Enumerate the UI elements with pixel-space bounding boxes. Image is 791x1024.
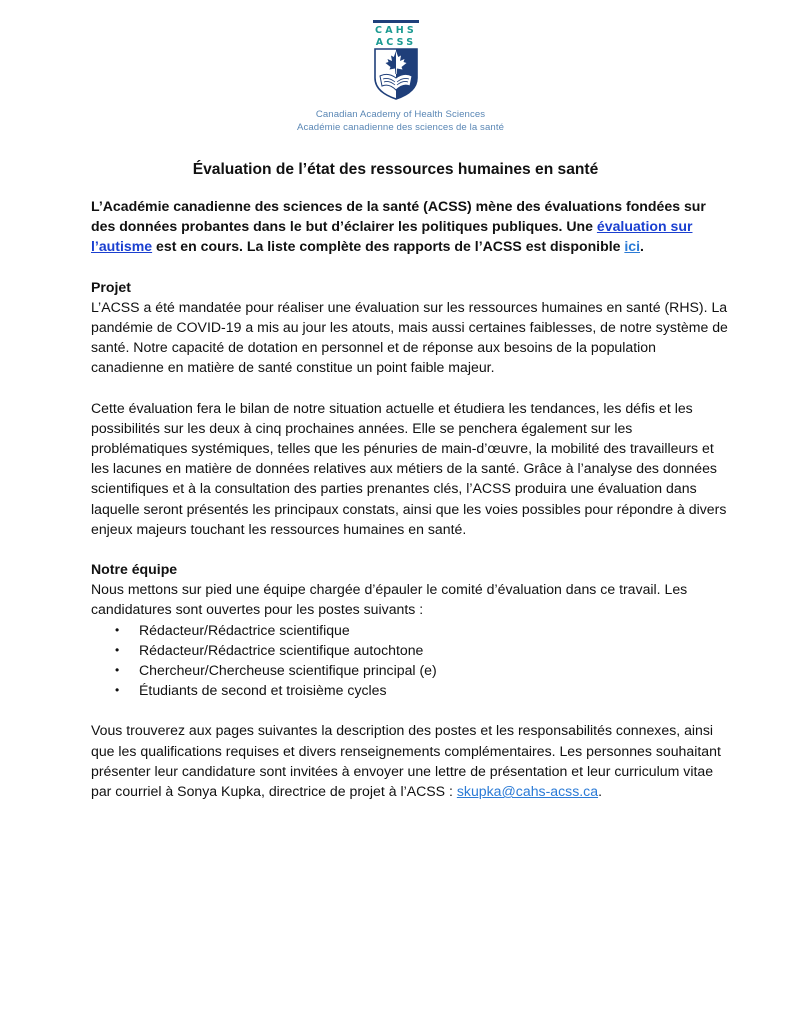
intro-text: L’Académie canadienne des sciences de la santé (ACSS) mène des évaluations fondées sur des données probantes dans le but d’éclairer les politiques publiques. Une: [91, 198, 706, 235]
section-heading-projet: Projet: [91, 278, 131, 295]
svg-text:CAHS: CAHS: [374, 25, 417, 36]
equipe-paragraph: Nous mettons sur pied une équipe chargée d’épauler le comité d’évaluation dans ce travail. Les candidatures sont ouvertes pour les postes suivants :: [91, 581, 688, 618]
document-body: [91, 196, 731, 801]
svg-text:ACSS: ACSS: [375, 37, 416, 48]
closing-text: Vous trouverez aux pages suivantes la description des postes et les responsabilités connexes, ainsi que les qualifications requises et divers renseignements complémentaires. Les personnes souhaitant présenter leur candidature sont invitées à envoyer une lettre de présentation et leur curriculum vitae par courriel à Sonya Kupka, directrice de projet à l’ACSS :: [91, 722, 721, 800]
page-title: Évaluation de l’état des ressources humaines en santé: [192, 161, 599, 178]
projet-paragraph-2: Cette évaluation fera le bilan de notre situation actuelle et étudiera les tendances, les défis et les possibilités sur les deux à cinq prochaines années. Elle se penchera également sur les problématiques systémiques, telles que les pénuries de main-d’œuvre, la mobilité des travailleurs et les lacunes en matière de données relatives aux métiers de la santé. Grâce à l’analyse des données scientifiques et à la consultation des parties prenantes clés, l’ACSS produira une évaluation dans laquelle seront présentés les principaux constats, ainsi que les voies possibles pour répondre à divers enjeux majeurs touchant les ressources humaines en santé.: [91, 399, 727, 537]
position-label: Étudiants de second et troisième cycles: [139, 682, 387, 699]
position-label: Rédacteur/Rédactrice scientifique: [139, 621, 350, 638]
organization-names: [0, 108, 791, 134]
list-item: [115, 660, 731, 680]
list-item: [115, 620, 731, 640]
bullet-icon: •: [115, 622, 120, 637]
intro-text-middle: est en cours. La liste complète des rapports de l’ACSS est disponible: [152, 238, 625, 255]
bullet-icon: •: [115, 663, 120, 678]
spacer: [91, 378, 731, 398]
cahs-acss-logo-icon: [366, 20, 426, 100]
contact-email-link[interactable]: skupka@cahs-acss.ca: [456, 783, 599, 800]
list-item: [115, 640, 731, 660]
position-label: Chercheur/Chercheuse scientifique principal (e): [139, 662, 437, 679]
position-label: Rédacteur/Rédactrice scientifique autochtone: [139, 641, 424, 658]
autism-assessment-link[interactable]: évaluation sur l’autisme: [91, 218, 693, 255]
org-name-french: Académie canadienne des sciences de la santé: [296, 122, 505, 133]
list-item: [115, 680, 731, 700]
section-heading-equipe: Notre équipe: [91, 561, 178, 578]
spacer: [91, 700, 731, 720]
bullet-icon: •: [115, 683, 120, 698]
intro-paragraph: [91, 196, 731, 257]
org-name-english: Canadian Academy of Health Sciences: [315, 109, 486, 120]
intro-text-end: .: [640, 238, 644, 255]
bullet-icon: •: [115, 642, 120, 657]
spacer: [91, 539, 731, 559]
closing-paragraph: [91, 720, 731, 801]
positions-list: [91, 620, 731, 701]
reports-list-link[interactable]: ici: [624, 238, 641, 255]
logo-area: [0, 20, 791, 105]
spacer: [91, 257, 731, 277]
projet-paragraph-1: L’ACSS a été mandatée pour réaliser une évaluation sur les ressources humaines en santé (RHS). La pandémie de COVID-19 a mis au jour les atouts, mais aussi certaines faiblesses, de notre système de santé. Notre capacité de dotation en personnel et de réponse aux besoins de la population canadienne en matière de santé constitue un point faible majeur.: [91, 298, 728, 376]
closing-text-end: .: [598, 783, 602, 800]
